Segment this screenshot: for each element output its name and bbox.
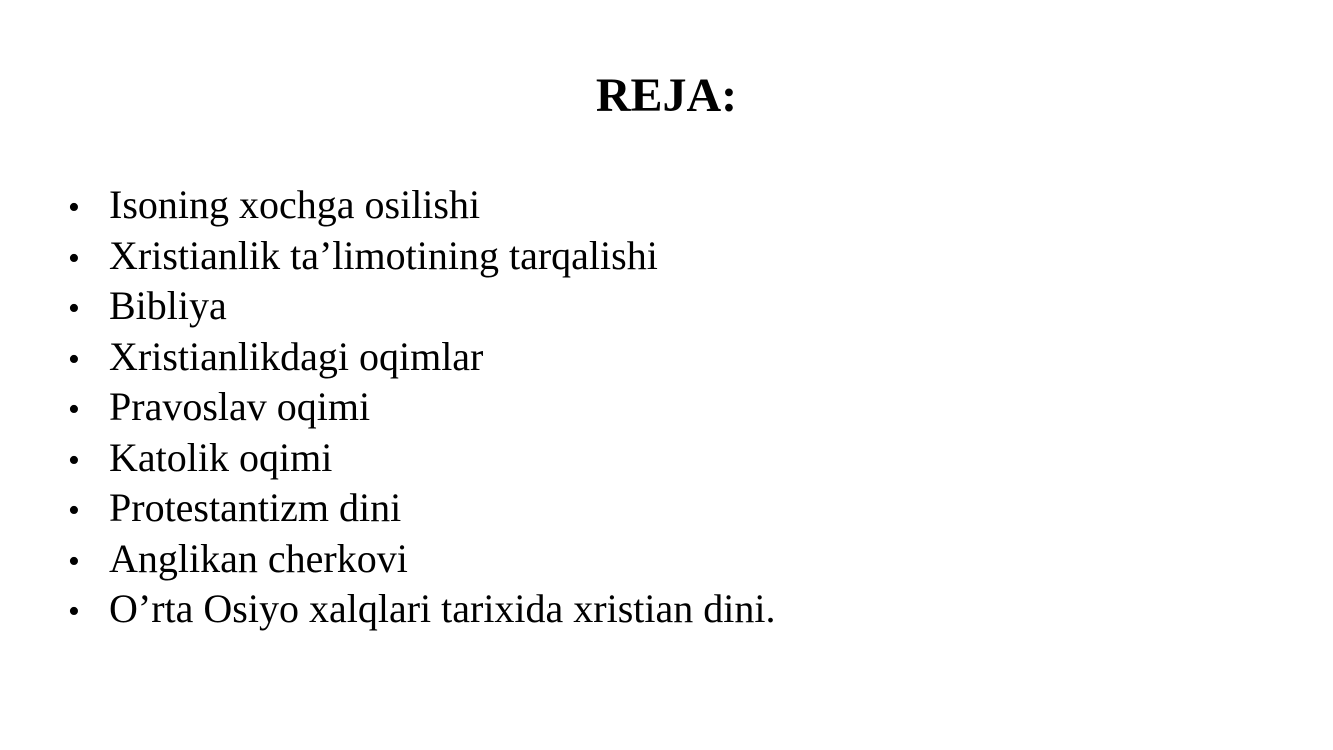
bullet-icon: • [68, 441, 80, 479]
list-item-text: Xristianlikdagi oqimlar [109, 333, 484, 379]
list-item [68, 584, 776, 635]
bullet-icon: • [68, 542, 80, 580]
bullet-icon: • [68, 189, 80, 226]
bullet-icon: • [68, 340, 80, 378]
slide-title: REJA: [595, 69, 738, 122]
bullet-icon: • [68, 290, 80, 327]
bullet-icon: • [68, 391, 80, 428]
list-item [68, 433, 776, 484]
bullet-icon: • [68, 239, 80, 277]
list-item-text: Isoning xochga osilishi [109, 182, 481, 227]
list-item-text: Pravoslav oqimi [109, 384, 371, 429]
list-item-text: O’rta Osiyo xalqlari tarixida xristian dini. [109, 586, 776, 631]
list-item-text: Anglikan cherkovi [109, 535, 408, 581]
list-item [68, 231, 776, 282]
list-item [68, 332, 776, 383]
bullet-list [68, 180, 776, 635]
list-item-text: Protestantizm dini [109, 485, 402, 530]
list-item-text: Bibliya [109, 283, 227, 328]
list-item [68, 281, 776, 332]
list-item [68, 180, 776, 231]
bullet-icon: • [68, 593, 80, 630]
list-item [68, 483, 776, 534]
list-item-text: Katolik oqimi [109, 434, 333, 480]
list-item [68, 534, 776, 585]
bullet-icon: • [68, 492, 80, 529]
list-item-text: Xristianlik ta’limotining tarqalishi [109, 232, 658, 278]
list-item [68, 382, 776, 433]
